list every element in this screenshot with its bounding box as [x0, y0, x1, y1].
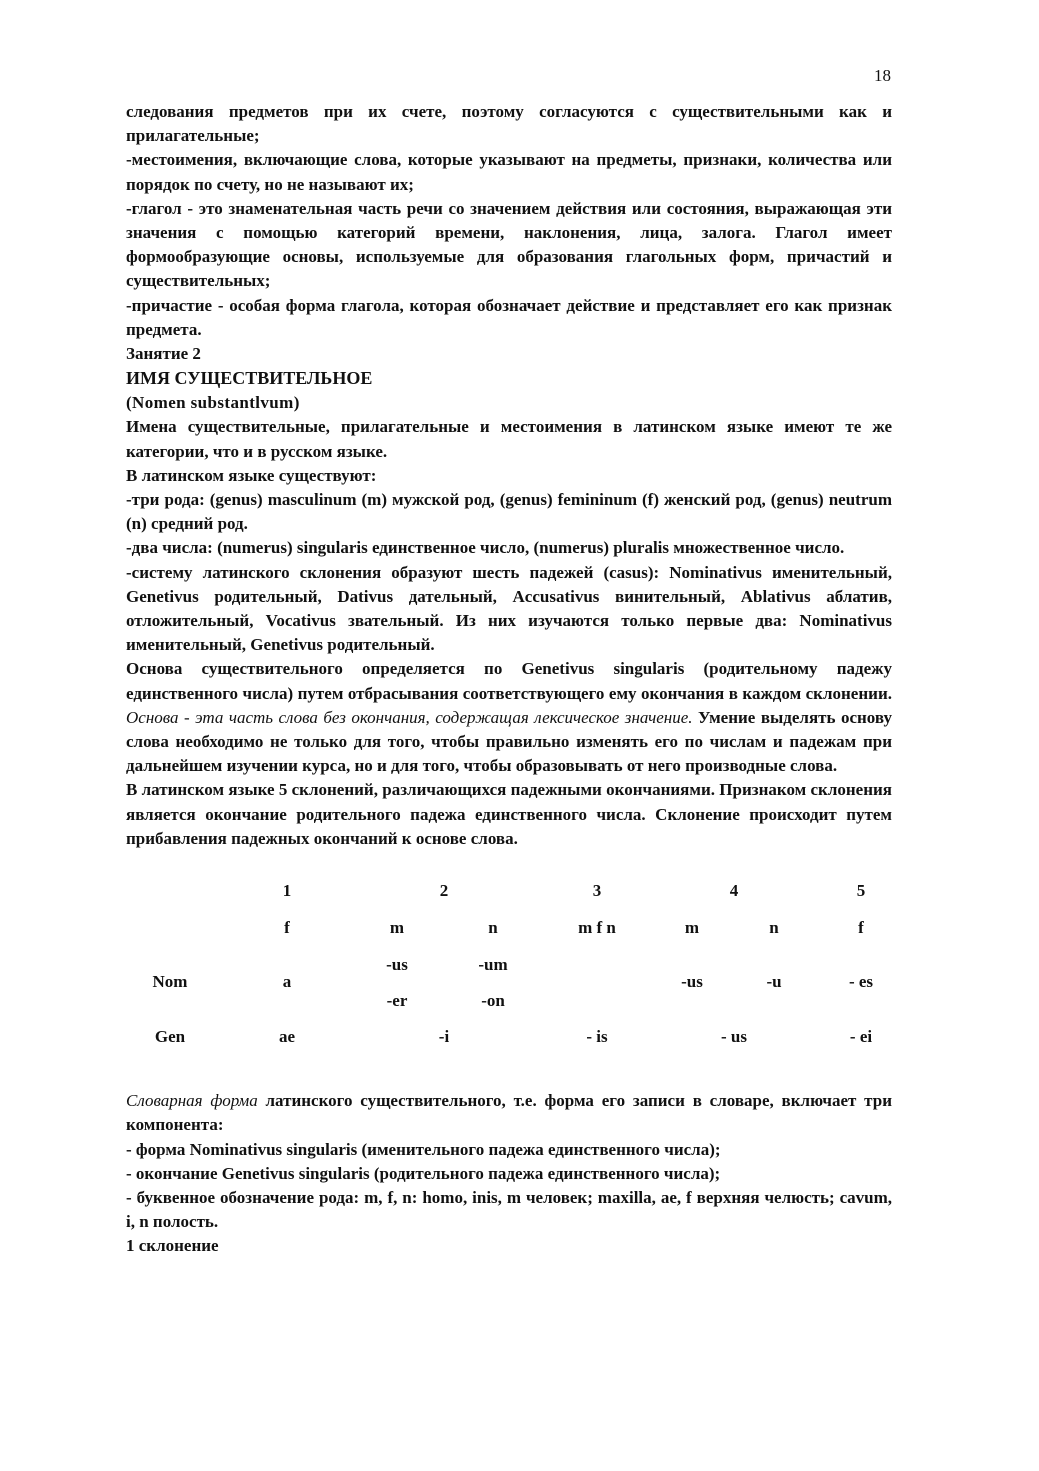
dictionary-form-term: Словарная форма: [126, 1091, 258, 1111]
section-title: ИМЯ СУЩЕСТВИТЕЛЬНОЕ: [126, 368, 373, 389]
paragraph: -три рода: (genus) masculinum (m) мужской род, (genus) femininum (f) женский род, (genus) neutrum (n) средний род.: [126, 490, 892, 534]
gender-label: m: [389, 918, 405, 938]
paragraph: следования предметов при их счете, поэтому согласуются с существительными как и прилагательные;: [126, 102, 892, 146]
gen-ending: - is: [586, 1027, 608, 1047]
document-body: [126, 100, 892, 1259]
stem-text-continued: Умение выделять основу слова необходимо не только для того, чтобы правильно изменять его по числам и падежам при дальнейшем изучении курса, но и для того, чтобы образовывать от него производные слова.: [126, 707, 892, 776]
nom-ending: -us: [681, 972, 703, 992]
declension-number: 1: [282, 881, 292, 901]
nom-ending: -er: [386, 991, 408, 1011]
list-item: - буквенное обозначение рода: m, f, n: homo, inis, m человек; maxilla, ae, f верхняя челюсть; cavum, i, n полость.: [126, 1187, 892, 1232]
gen-ending: - ei: [849, 1027, 873, 1047]
nom-ending: - es: [848, 972, 874, 992]
lesson-title: Занятие 2: [126, 344, 201, 364]
declension-number: 3: [592, 881, 602, 901]
gender-label: f: [858, 918, 864, 938]
gen-ending: - us: [721, 1027, 747, 1047]
paragraph: -местоимения, включающие слова, которые указывают на предметы, признаки, количества или порядок по счету, но не называют их;: [126, 150, 892, 194]
gender-label: m: [684, 918, 700, 938]
declension-table: [126, 869, 892, 1089]
declension-number: 4: [729, 881, 739, 901]
dictionary-form-paragraph: [126, 1089, 892, 1137]
stem-definition: Основа - эта часть слова без окончания, содержащая лексическое значение.: [126, 707, 693, 727]
gender-label: n: [488, 918, 498, 938]
nom-ending: -u: [766, 972, 782, 992]
paragraph: -причастие - особая форма глагола, которая обозначает действие и представляет его как признак предмета.: [126, 295, 892, 339]
paragraph: Имена существительные, прилагательные и местоимения в латинском языке имеют те же категории, что и в русском языке.: [126, 417, 892, 461]
dictionary-form-text: латинского существительного, т.е. форма его записи в словаре, включает три компонента:: [126, 1091, 892, 1135]
list-item: - окончание Genetivus singularis (родительного падежа единственного числа);: [126, 1163, 721, 1183]
declension-number: 5: [856, 881, 866, 901]
declension-number: 2: [439, 881, 449, 901]
nom-ending: a: [282, 972, 292, 992]
gender-label: m f n: [578, 918, 616, 938]
gen-ending: ae: [278, 1027, 296, 1047]
paragraph: -глагол - это знаменательная часть речи со значением действия или состояния, выражающая эти значения с помощью категорий времени, наклонения, лица, залога. Глагол имеет формообразующие основы, используемые для образования глагольных форм, причастий и существительных;: [126, 198, 892, 291]
nom-ending: -um: [478, 955, 508, 975]
list-item: - форма Nominativus singularis (именительного падежа единственного числа);: [126, 1139, 721, 1159]
case-label-gen: Gen: [154, 1027, 186, 1047]
paragraph: -два числа: (numerus) singularis единственное число, (numerus) pluralis множественное число.: [126, 538, 845, 558]
gender-label: f: [284, 918, 290, 938]
stem-text: Основа существительного определяется по Genetivus singularis (родительному падежу единственного числа) путем отбрасывания соответствующего ему окончания в каждом склонении.: [126, 659, 892, 703]
subsection-title: 1 склонение: [126, 1236, 219, 1256]
gender-label: n: [769, 918, 779, 938]
case-label-nom: Nom: [152, 972, 188, 992]
nom-ending: -on: [481, 991, 505, 1011]
page-number: 18: [874, 66, 891, 85]
stem-paragraph: [126, 657, 892, 778]
declension-paragraph: В латинском языке 5 склонений, различающихся падежными окончаниями. Признаком склонения является окончание родительного падежа единственного числа. Склонение происходит путем прибавления падежных окончаний к основе слова.: [126, 780, 892, 848]
section-subtitle: (Nomen substantlvum): [126, 393, 300, 413]
gen-ending: -i: [438, 1027, 450, 1047]
nom-ending: -us: [386, 955, 408, 975]
paragraph: В латинском языке существуют:: [126, 465, 377, 485]
paragraph: -систему латинского склонения образуют шесть падежей (casus): Nominativus именительный, Genetivus родительный, Dativus дательный, Accusativus винительный, Ablativus аблатив, отложительный, Vocativus звательный. Из них изучаются только первые два: Nominativus именительный, Genetivus родительный.: [126, 562, 892, 655]
